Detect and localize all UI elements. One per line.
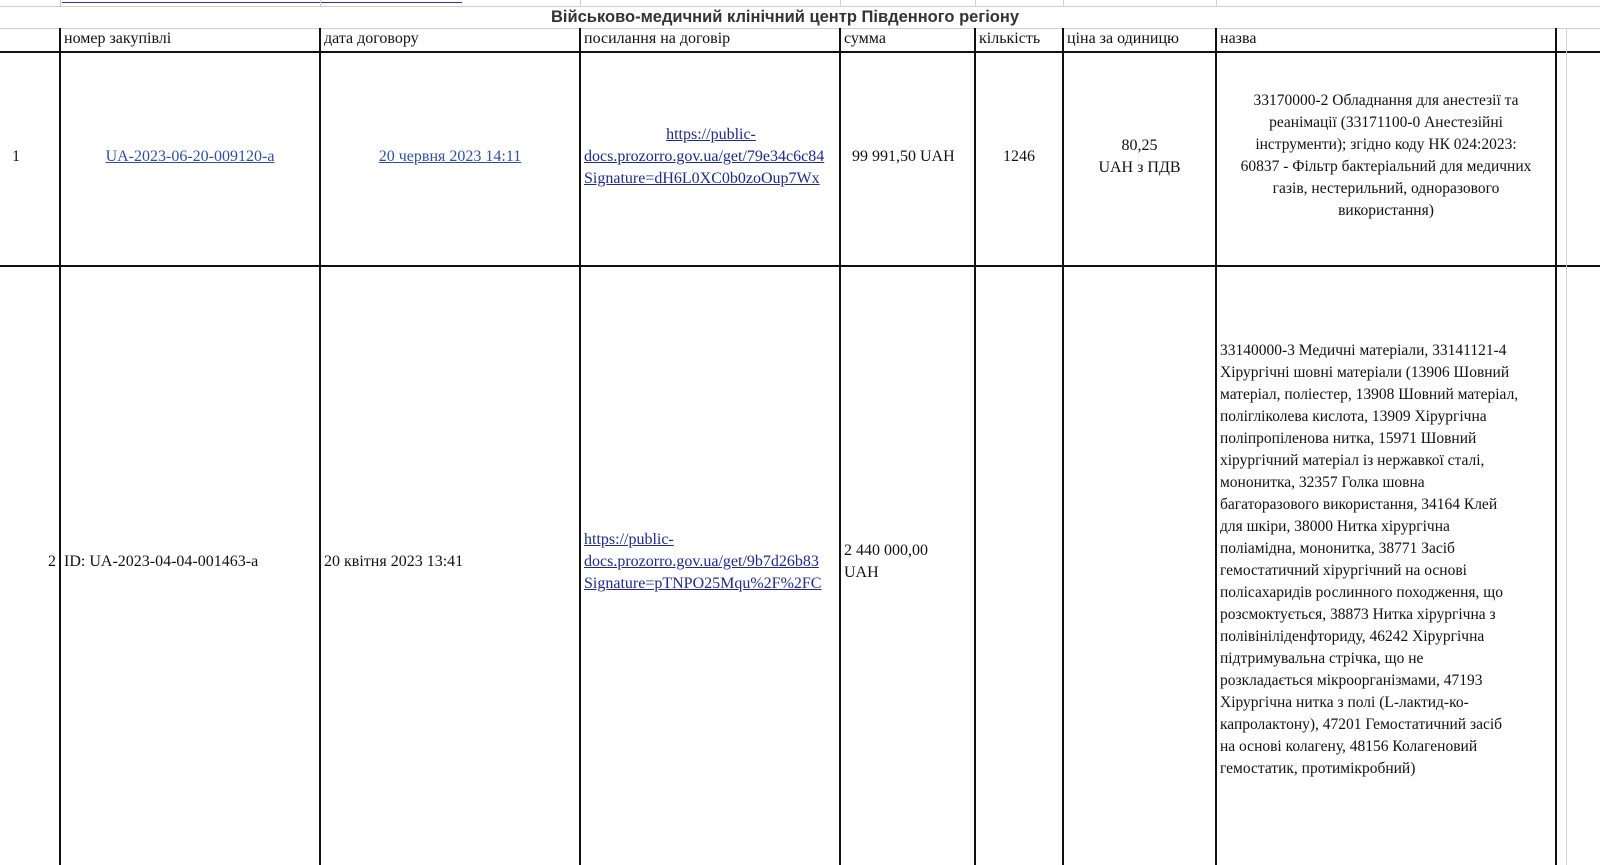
row-2-name-line: мононитка, 32357 Голка шовна [1220,474,1425,491]
row-2-link-text-2[interactable]: docs.prozorro.gov.ua/get/9b7d26b83 [584,553,819,570]
table-title-row [0,6,1600,29]
row-1-contract-date[interactable] [320,146,580,168]
previous-row-link-fragment[interactable] [62,0,462,3]
row-2-name-line: полігліколева кислота, 13909 Хірургічна [1220,408,1487,425]
header-unit-price: ціна за одиницю [1067,30,1179,47]
row-1-name [1216,90,1556,222]
row-2-link-text-3[interactable]: Signature=pTNPO25Mqu%2F%2FC [584,575,822,592]
column-border [1215,28,1217,865]
row-1-link-text-1[interactable]: https://public- [666,126,756,143]
row-2-link-line-1[interactable] [584,529,842,551]
row-1-bottom-border [0,265,1600,267]
column-border [1555,28,1557,865]
column-border [59,28,61,865]
row-1-sum: 99 991,50 UAH [852,148,955,165]
header-bottom-border [0,51,1600,53]
row-1-link-text-3[interactable]: Signature=dH6L0XC0b0zoOup7Wx [584,170,820,187]
row-1-link-line-1[interactable] [584,124,842,146]
row-2-name [1220,340,1560,780]
row-1-name-line: газів, нестерильний, одноразового [1272,180,1500,197]
row-2-name-line: розкладається мікроорганізмами, 47193 [1220,672,1483,689]
row-2-contract-date: 20 квітня 2023 13:41 [324,553,464,570]
row-1-date-link[interactable]: 20 червня 2023 14:11 [378,148,522,165]
row-2-name-line: поліпропіленова нитка, 15971 Шовний [1220,430,1477,447]
row-1-quantity: 1246 [1003,148,1035,165]
row-2-name-line: полівініліденфториду, 46242 Хірургічна [1220,628,1485,645]
row-1-purchase-link[interactable]: UA-2023-06-20-009120-a [105,148,275,165]
row-2-name-line: капролактону), 47201 Гемостатичний засіб [1220,716,1503,733]
row-2-name-line: 33140000-3 Медичні матеріали, 33141121-4 [1220,342,1507,359]
row-2-name-line: на основі колагену, 48156 Колагеновий [1220,738,1478,755]
row-2-name-line: поліамідна, мононитка, 38771 Засіб [1220,540,1455,557]
row-1-link-line-3[interactable] [584,168,842,190]
row-2-name-line: гемостатик, протимікробний) [1220,760,1416,777]
row-1-unit-price [1063,135,1216,179]
row-2-link-text-1[interactable]: https://public- [584,531,674,548]
column-border [839,28,841,865]
row-2-name-line: Хірургічна нитка з полі (L-лактид-ко- [1220,694,1469,711]
row-1-name-line: реанімації (33171100-0 Анестезійні [1269,114,1503,131]
row-2-sum-value: 2 440 000,00 [844,542,928,559]
header-sum: сумма [844,30,886,47]
header-quantity: кількість [979,30,1041,47]
row-1-name-line: 60837 - Фільтр бактеріальний для медичних [1240,158,1532,175]
row-1-contract-link[interactable] [584,124,842,190]
row-1-num: 1 [12,148,20,165]
column-border [579,28,581,865]
row-1-price-vat: UAH з ПДВ [1098,159,1181,176]
row-2-name-line: полісахаридів рослинного походження, що [1220,584,1503,601]
row-2-name-line: багаторазового використання, 34164 Клей [1220,496,1498,513]
row-1-price-value: 80,25 [1121,137,1158,154]
row-2-sum-currency: UAH [844,564,879,581]
row-2-name-line: підтримувальна стрічка, що не [1220,650,1424,667]
header-purchase-number: номер закупівлі [64,30,172,47]
row-2-purchase-number: ID: UA-2023-04-04-001463-a [64,553,259,570]
row-1-name-line: використання) [1338,202,1434,219]
header-name: назва [1220,30,1257,47]
row-2-link-line-2[interactable] [584,551,842,573]
row-2-contract-link[interactable] [584,529,842,595]
header-contract-date: дата договору [324,30,419,47]
table-title: Військово-медичний клінічний центр Південного регіону [550,7,1020,26]
row-1-link-line-2[interactable] [584,146,842,168]
row-1-link-text-2[interactable]: docs.prozorro.gov.ua/get/79e34c6c84 [584,148,825,165]
row-2-name-line: гемостатичний хірургічний на основі [1220,562,1467,579]
row-2-num: 2 [48,553,56,570]
header-num [0,28,60,52]
column-border [974,28,976,865]
row-2-name-line: для шкіри, 38000 Нитка хірургічна [1220,518,1450,535]
column-border-thin [1566,28,1567,865]
row-2-name-line: розсмоктується, 38873 Нитка хірургічна з [1220,606,1496,623]
row-2-sum [844,540,975,584]
row-1-purchase-number[interactable] [60,146,320,168]
row-2-name-line: матеріал, поліестер, 13908 Шовний матеріал, [1220,386,1519,403]
row-2-name-line: Хірургічні шовні матеріали (13906 Шовний [1220,364,1510,381]
column-border [319,28,321,865]
row-1-name-line: інструменти); згідно коду НК 024:2023: [1255,136,1517,153]
header-contract-link: посилання на договір [584,30,731,47]
row-2-name-line: хірургічний матеріал із нержавкої сталі, [1220,452,1485,469]
row-1-name-line: 33170000-2 Обладнання для анестезії та [1253,92,1519,109]
row-2-link-line-3[interactable] [584,573,842,595]
column-border [1062,28,1064,865]
